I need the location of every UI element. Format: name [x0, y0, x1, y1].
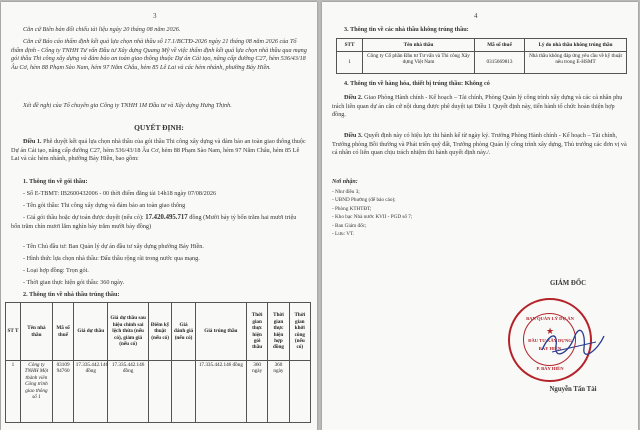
article-2	[332, 94, 628, 120]
signer-name: Nguyễn Tấn Tài	[549, 386, 597, 393]
seal-text-top: BAN QUẢN LÝ DỰ ÁN	[526, 316, 574, 321]
table-row	[337, 52, 627, 74]
cell-tax-code: 0315669813	[475, 52, 525, 74]
col-header: Giá đánh giá (nếu có)	[172, 303, 195, 361]
article-1-text: Phê duyệt kết quả lựa chọn nhà thầu của gói thầu Thi công xây dựng và đảm bảo an toàn giao thông thuộc Dự án Cải tạo, nâng cấp đường C27, hẻm 536/43/18 Âu Cơ, hẻm 88 Phạm Sào Nam, hẻm 97 Năm Châu, hẻm 85 Lê Lai và các hẻm nhánh, phường Bảy Hiền, bao gồm:	[11, 138, 306, 163]
col-header: Mã số thuế	[475, 39, 525, 52]
col-header: Thời gian khởi công (nếu có)	[289, 303, 310, 361]
signer-title: GIÁM ĐỐC	[549, 280, 587, 287]
seal-text-mid: ĐẦU TƯ XÂY DỰNG	[528, 338, 572, 343]
col-header: Giá trúng thầu	[195, 303, 246, 361]
section-4-heading: 4. Thông tin về hàng hóa, thiết bị trúng thầu: Không có	[344, 80, 490, 87]
page-number: 4	[474, 12, 478, 20]
recipient-item: - Ban Giám đốc;	[332, 222, 367, 229]
seal-star-icon: ★	[546, 326, 555, 336]
col-header: Thời gian thực hiện gói thầu	[246, 303, 267, 361]
col-header: Giá dự thầu	[74, 303, 108, 361]
recipient-item: - Phòng KTHTĐT;	[332, 205, 372, 212]
col-header: Điểm kỹ thuật (nếu có)	[148, 303, 171, 361]
item-selection-form: - Hình thức lựa chọn nhà thầu: Đấu thầu rộng rãi trong nước qua mạng.	[23, 255, 200, 262]
article-3-text: Quyết định này có hiệu lực thi hành kể từ ngày ký. Trưởng Phòng Hành chính - Kế hoạch – Tài chính, Trưởng phòng Bồi thường và Phát triển quỹ đất, Trưởng phòng Quản lý công trình xây dựng, Thủ trưởng các đơn vị và cá nhân có liên quan chịu trách nhiệm thi hành quyết định này./.	[332, 132, 627, 157]
document-page-4	[322, 2, 638, 430]
cell-reason: Nhà thầu không đáp ứng yêu cầu về kỹ thuật nêu trong E-HSMT	[525, 52, 627, 74]
document-page-3	[1, 2, 317, 430]
table-header-row	[6, 303, 311, 361]
seal-text-bottom: BẢY HIỀN	[538, 346, 562, 351]
table-row	[6, 361, 311, 423]
seal-center-text: P. BẢY HIỀN	[536, 366, 564, 371]
section-3-heading: 3. Thông tin về các nhà thầu không trúng thầu:	[344, 26, 469, 33]
col-header: Lý do nhà thầu không trúng thầu	[525, 39, 627, 52]
cell-package-time: 360 ngày	[246, 361, 267, 423]
recipient-item: - Kho bạc Nhà nước KVII - PGD số 7;	[332, 214, 413, 221]
cell-stt: 1	[6, 361, 21, 423]
item-owner: - Tên Chủ đầu tư: Ban Quản lý dự án đầu tư xây dựng phường Bảy Hiền.	[23, 243, 204, 250]
recipient-item: - Lưu: VT.	[332, 231, 355, 238]
article-2-text: Giao Phòng Hành chính - Kế hoạch – Tài chính, Phòng Quản lý công trình xây dựng và các cá nhân phụ trách liên quan dự án căn cứ nội dung được phê duyệt tại Điều 1 Quyết định này, tiến hành tổ chức hoàn thiện hợp đồng.	[332, 94, 623, 119]
col-header: Giá dự thầu sau hiệu chỉnh sai lệch thừa (nếu có), giảm giá (nếu có)	[108, 303, 149, 361]
col-header: Tên nhà thầu	[363, 39, 475, 52]
col-header: Mã số thuế	[52, 303, 73, 361]
cell-tax-code: 03109 94760	[52, 361, 73, 423]
col-header: Tên nhà thầu	[20, 303, 52, 361]
preamble-3: Xét đề nghị của Tổ chuyên gia Công ty TNHH 1M Đầu tư và Xây dựng Hưng Thịnh.	[23, 102, 232, 109]
preamble-1: Căn cứ Biên bản đối chiếu tài liệu ngày 20 tháng 08 năm 2026.	[23, 26, 181, 33]
section-2-heading: 2. Thông tin về nhà thầu trúng thầu:	[23, 291, 120, 298]
cell-stt: 1	[337, 52, 363, 74]
decision-heading: QUYẾT ĐỊNH:	[134, 123, 184, 132]
page-number: 3	[153, 12, 157, 20]
item-price-suffix: đồng (Mười bảy tỷ bốn trăm hai mươi triệu bốn trăm chín mươi lăm nghìn bảy trăm mười bảy đồng)	[11, 214, 297, 230]
item-ebmt: - Số E-TBMT: IB2600432006 - 00 thời điểm đăng tải 14h18 ngày 07/08/2026	[23, 190, 217, 197]
cell-bidder-name: Công ty TNHH Một thành viên Công trình giao thông số 1	[20, 361, 52, 423]
losing-bidder-table	[336, 38, 627, 74]
article-3	[332, 132, 628, 158]
recipients-list	[332, 188, 482, 238]
recipients-title: Nơi nhận:	[332, 179, 358, 185]
cell-adjusted-price: 17.335.442.146 đồng	[108, 361, 149, 423]
item-package-name: - Tên gói thầu: Thi công xây dựng và đảm bảo an toàn giao thông	[23, 202, 186, 209]
cell-bid-price: 17.335.442.146 đồng	[74, 361, 108, 423]
cell-technical-score	[148, 361, 171, 423]
article-1-label: Điều 1.	[23, 138, 42, 145]
cell-evaluated-price	[172, 361, 195, 423]
preamble-2: Căn cứ Báo cáo thẩm định kết quả lựa chọn nhà thầu số 17.1/BCTĐ-2026 ngày 21 tháng 08 năm 2026 của Tổ thẩm định - Công ty TNHH Tư vấn Đầu tư Xây dựng Quang Mỹ về việc thẩm định kết quả lựa chọn nhà thầu qua mạng gói thầu Thi công xây dựng và đảm bảo an toàn giao thông thuộc Dự án Cải tạo, nâng cấp đường C27, hẻm 536/43/18 Âu Cơ, hẻm 88 Phạm Sào Nam, hẻm 97 Năm Châu, hẻm 85 Lê Lai và các hẻm nhánh, phường Bảy Hiền.	[11, 38, 307, 71]
table-header-row	[337, 39, 627, 52]
cell-start-time	[289, 361, 310, 423]
cell-award-price: 17.335.442.146 đồng	[195, 361, 246, 423]
col-header: ST T	[6, 303, 21, 361]
article-1	[11, 138, 307, 164]
winning-bidder-table	[5, 302, 311, 423]
item-contract-type: - Loại hợp đồng: Trọn gói.	[23, 267, 89, 274]
item-price	[11, 214, 307, 231]
item-duration: - Thời gian thực hiện gói thầu: 360 ngày.	[23, 279, 125, 286]
cell-bidder-name: Công ty Cổ phần Đầu tư Tư vấn và Thi công Xây dựng Việt Nam	[363, 52, 475, 74]
cell-contract-time: 360 ngày	[268, 361, 289, 423]
recipient-item: - UBND Phường (để báo cáo);	[332, 197, 396, 204]
item-price-value: 17.420.495.717	[145, 214, 188, 221]
section-1-heading: 1. Thông tin về gói thầu:	[23, 178, 88, 185]
signature-icon	[538, 328, 608, 358]
col-header: STT	[337, 39, 363, 52]
recipient-item: - Như điều 3;	[332, 189, 360, 195]
col-header: Thời gian thực hiện hợp đồng	[268, 303, 289, 361]
article-2-label: Điều 2.	[344, 94, 363, 101]
article-3-label: Điều 3.	[344, 132, 363, 139]
item-price-prefix: - Giá gói thầu hoặc dự toán được duyệt (nếu có):	[23, 214, 146, 221]
